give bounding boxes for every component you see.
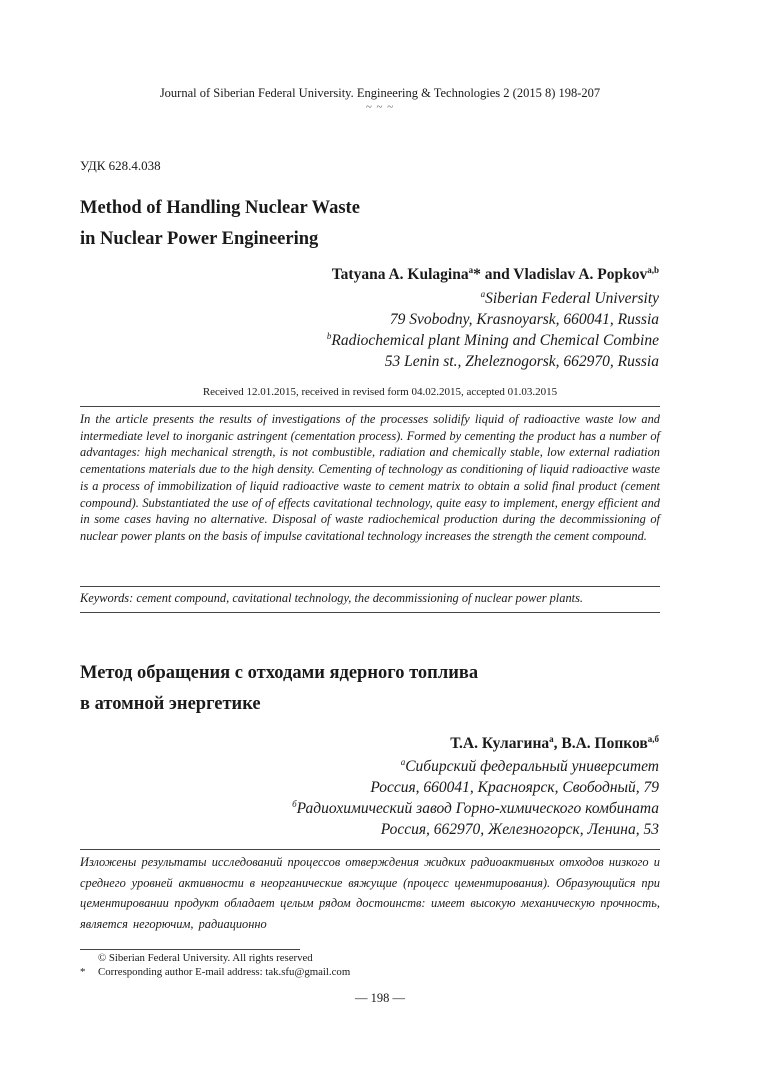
russian-abstract: Изложены результаты исследований процессов отверждения жидких радиоактивных отходов низкого и среднего уровней активности в неорганические вяжущие (процесс цементирования). Образующийся при цементировании продукт обладает целым рядом достоинств: имеет высокую механическую прочность, является негорючим, радиационно bbox=[80, 855, 660, 931]
english-affiliation-a-address: 79 Svobodny, Krasnoyarsk, 660041, Russia bbox=[389, 311, 659, 328]
english-title bbox=[80, 193, 680, 255]
english-affiliation-b-address: 53 Lenin st., Zheleznogorsk, 662970, Russia bbox=[384, 353, 659, 370]
russian-affiliation-b-address: Россия, 662970, Железногорск, Ленина, 53 bbox=[380, 821, 659, 838]
abstract-top-rule bbox=[80, 406, 660, 407]
russian-affiliation-a-address: Россия, 660041, Красноярск, Свободный, 79 bbox=[370, 779, 659, 796]
page-number: — 198 — bbox=[355, 991, 405, 1005]
english-affiliations bbox=[327, 288, 659, 372]
english-title-line2: in Nuclear Power Engineering bbox=[80, 229, 319, 249]
english-abstract: In the article presents the results of investigations of the processes solidify liquid of radioactive waste low and intermediate level to inorganic astringent (cementation process). Formed by cementing the product has a number of advantages: high mechanical strength, is not combustible, radiation and chemically stable, low external radiation cementations materials due to the high density. Cementing of technology as conditioning of liquid radioactive waste is a process of immobilization of liquid radioactive waste to cement matrix to obtain a solid final product (cement compound). Substantiated the use of of effects cavitational technology, quite easy to implement, energy efficient and in some cases having no alternative. Disposal of waste radiochemical production during the decommissioning of nuclear power plants on the basis of impulse cavitational technology increases the strength the cement compound. bbox=[80, 412, 660, 543]
footnote-corresponding: * Corresponding author E-mail address: tak.sfu@gmail.com bbox=[80, 966, 351, 978]
russian-title bbox=[80, 658, 680, 720]
russian-affiliations bbox=[292, 756, 659, 840]
received-dates: Received 12.01.2015, received in revised form 04.02.2015, accepted 01.03.2015 bbox=[202, 386, 558, 398]
english-title-line1: Method of Handling Nuclear Waste bbox=[80, 198, 360, 218]
russian-authors: Т.А. Кулагина$^а$, В.А. Попков$^{а,б}$ bbox=[450, 733, 659, 752]
russian-affiliation-a: $^а$Сибирский федеральный университет bbox=[400, 756, 659, 775]
english-authors: Tatyana A. Kulagina$^a$* and Vladislav A. Popkov$^{a,b}$ bbox=[331, 264, 659, 283]
header-ornament: ~ ~ ~ bbox=[365, 101, 395, 113]
keywords-bottom-rule bbox=[80, 612, 660, 613]
russian-abstract-rule bbox=[80, 849, 660, 850]
udk-code: УДК 628.4.038 bbox=[80, 158, 161, 173]
english-affiliation-a: $^a$Siberian Federal University bbox=[480, 288, 659, 307]
russian-title-line1: Метод обращения с отходами ядерного топлива bbox=[80, 663, 479, 683]
english-keywords: Keywords: cement compound, cavitational technology, the decommissioning of nuclear power plants. bbox=[80, 591, 583, 605]
footnote-rule bbox=[80, 949, 300, 950]
russian-affiliation-b: $^б$Радиохимический завод Горно-химического комбината bbox=[292, 798, 659, 817]
footnote-copyright: © Siberian Federal University. All rights reserved bbox=[98, 952, 313, 964]
russian-title-line2: в атомной энергетике bbox=[80, 694, 261, 714]
abstract-keywords-rule bbox=[80, 586, 660, 587]
journal-header: Journal of Siberian Federal University. Engineering & Technologies 2 (2015 8) 198-207 bbox=[159, 86, 601, 100]
english-affiliation-b: $^b$Radiochemical plant Mining and Chemical Combine bbox=[326, 330, 659, 349]
